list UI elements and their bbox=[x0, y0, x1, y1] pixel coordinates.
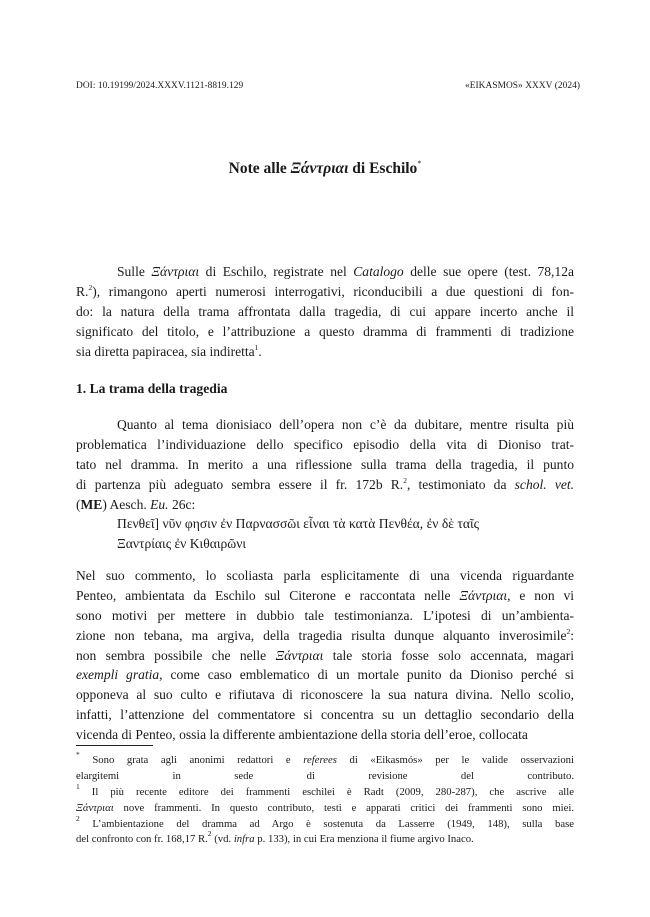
text-line bbox=[76, 725, 574, 745]
text-run: 2 bbox=[207, 829, 212, 839]
text-line bbox=[76, 646, 574, 666]
text-run: problematica l’individuazione dello specifico episodio della vita di Dioniso trat- bbox=[76, 436, 574, 452]
text-run: L’ambientazione del dramma ad Argo è sostenuta da Lasserre (1949, 148), sulla base bbox=[79, 817, 574, 830]
text-run: R. bbox=[76, 283, 89, 299]
text-run: (vd. bbox=[211, 833, 234, 846]
journal-issue: «EIKASMOS» XXXV (2024) bbox=[465, 81, 580, 91]
text-line bbox=[76, 455, 574, 475]
text-run: , come caso emblematico di un mortale punito da Dioniso perché si bbox=[159, 667, 574, 683]
text-run: delle sue opere (test. 78,12a bbox=[403, 264, 574, 279]
greek-line: Ξαντρίαις ἐν Κιθαιρῶνι bbox=[117, 535, 247, 551]
text-run: di Eschilo, registrate nel bbox=[199, 264, 354, 279]
text-run: vicenda di Penteo, ossia la differente ambientazione della storia dell’eroe, collocata bbox=[76, 727, 528, 743]
text-run: ), rimangono aperti numerosi interrogativi, riconducibili a due questioni di fon- bbox=[92, 283, 574, 299]
text-line bbox=[76, 435, 574, 455]
text-run: . bbox=[258, 343, 262, 359]
text-run: Sulle bbox=[117, 264, 152, 279]
text-run: ME bbox=[80, 496, 103, 512]
text-run: : bbox=[570, 627, 574, 643]
text-run: sono motivi per mettere in dubbio tale testimonianza. L’ipotesi di un’ambienta- bbox=[76, 607, 574, 623]
text-run: zione non tebana, ma argiva, della tragedia risulta dunque alquanto inverosimile bbox=[76, 627, 567, 643]
text-line bbox=[76, 606, 574, 626]
text-line bbox=[76, 626, 574, 646]
text-line bbox=[76, 262, 574, 282]
text-run: infatti, l’attenzione del commentatore si concentra su un dettaglio secondario della bbox=[76, 707, 574, 723]
text-run: opponeva al suo culto e rifiutava di riconoscere la sua natura divina. Nello scolio, bbox=[76, 687, 574, 703]
text-run: tale storia fosse solo accennata, magari bbox=[323, 647, 574, 663]
text-run: exempli gratia bbox=[76, 667, 160, 683]
text-run: do: la natura della trama affrontata dalla tragedia, di cui appare incerto anche il bbox=[76, 303, 574, 319]
text-run: , testimoniato da bbox=[406, 476, 515, 492]
title-pre: Note alle bbox=[228, 160, 291, 177]
text-run: 1 bbox=[254, 342, 259, 352]
text-run: p. 133), in cui Era menziona il fiume argivo Inaco. bbox=[254, 833, 474, 846]
text-line bbox=[76, 813, 574, 833]
title-post: di Eschilo bbox=[348, 160, 418, 177]
text-run: infra bbox=[233, 833, 255, 846]
text-line bbox=[76, 705, 574, 725]
text-run: 2 bbox=[88, 282, 93, 292]
text-run: di «Eikasmós» per le valide osservazioni bbox=[336, 754, 574, 766]
text-run: elargitemi in sede di revisione del contributo. bbox=[76, 769, 574, 782]
text-run: 2 bbox=[566, 626, 571, 636]
text-line bbox=[76, 302, 574, 322]
text-run: Il più recente editore dei frammenti eschilei è Radt (2009, 280-287), che ascrive alle bbox=[79, 785, 574, 798]
text-run: non sembra possibile che nelle bbox=[76, 647, 276, 663]
paragraph-1 bbox=[76, 415, 574, 514]
text-run: 2 bbox=[76, 813, 80, 823]
text-line bbox=[76, 781, 574, 801]
greek-quotation bbox=[117, 514, 557, 554]
text-line bbox=[76, 475, 574, 495]
text-line bbox=[76, 495, 574, 515]
text-run: del confronto con fr. 168,17 R. bbox=[76, 833, 208, 846]
text-line bbox=[76, 801, 574, 817]
text-line bbox=[76, 342, 574, 362]
text-line bbox=[76, 566, 574, 586]
paragraph-2 bbox=[76, 566, 574, 745]
doi: DOI: 10.19199/2024.XXXV.1121-8819.129 bbox=[76, 81, 244, 91]
text-run: Penteo, ambientata da Eschilo sul Citerone e raccontata nelle bbox=[76, 587, 460, 603]
text-run: Ξάντριαι bbox=[151, 264, 200, 279]
intro-paragraph bbox=[76, 262, 574, 361]
text-line bbox=[76, 665, 574, 685]
text-run: ) Aesch. bbox=[102, 496, 151, 512]
text-run: 2 bbox=[403, 475, 407, 485]
text-run: referees bbox=[303, 754, 337, 766]
text-run: di partenza più adeguato sembra essere il fr. 172b R. bbox=[76, 476, 404, 492]
text-run: Catalogo bbox=[353, 264, 404, 279]
text-run: sia diretta papiracea, sia indiretta bbox=[76, 343, 255, 359]
footnote-rule bbox=[76, 745, 153, 746]
text-run: Ξάντριαι bbox=[76, 801, 114, 814]
text-run: 26c: bbox=[168, 496, 196, 512]
text-run: Nel suo commento, lo scoliasta parla esplicitamente di una vicenda riguardante bbox=[76, 568, 574, 583]
text-run: * bbox=[76, 750, 80, 759]
text-line bbox=[76, 282, 574, 302]
text-run: tato nel dramma. In merito a una riflessione sulla trama della tragedia, il punto bbox=[76, 456, 574, 472]
text-run: schol. vet. bbox=[514, 476, 574, 492]
text-line bbox=[76, 322, 574, 342]
footnotes bbox=[76, 750, 574, 848]
text-run: ( bbox=[76, 496, 81, 512]
section-heading: 1. La trama della tragedia bbox=[76, 381, 228, 396]
title-footnote-mark: * bbox=[417, 159, 422, 168]
text-line bbox=[76, 769, 574, 785]
text-line bbox=[76, 829, 574, 848]
text-line bbox=[76, 415, 574, 435]
text-run: , e non vi bbox=[507, 587, 574, 603]
text-line bbox=[76, 685, 574, 705]
text-line bbox=[76, 750, 574, 769]
text-run: 1 bbox=[76, 781, 80, 791]
running-header bbox=[76, 81, 580, 91]
text-run: Ξάντριαι bbox=[459, 587, 508, 603]
article-title bbox=[0, 159, 650, 178]
text-run: Sono grata agli anonimi redattori e bbox=[79, 754, 304, 766]
text-run: nove frammenti. In questo contributo, testi e apparati critici dei frammenti sono miei. bbox=[113, 801, 574, 814]
text-run: Eu. bbox=[150, 496, 169, 512]
text-line bbox=[76, 586, 574, 606]
text-run: significato del titolo, e l’attribuzione a questo dramma di frammenti di tradizione bbox=[76, 323, 574, 339]
title-greek: Ξάντριαι bbox=[290, 160, 349, 177]
text-run: Ξάντριαι bbox=[275, 647, 324, 663]
greek-line: Πενθεῖ] νῦν φησιν ἐν Παρνασσῶι εἶναι τὰ κατὰ Πενθέα, ἐν δὲ ταῖς bbox=[117, 516, 479, 531]
text-run: Quanto al tema dionisiaco dell’opera non c’è da dubitare, mentre risulta più bbox=[117, 417, 574, 432]
